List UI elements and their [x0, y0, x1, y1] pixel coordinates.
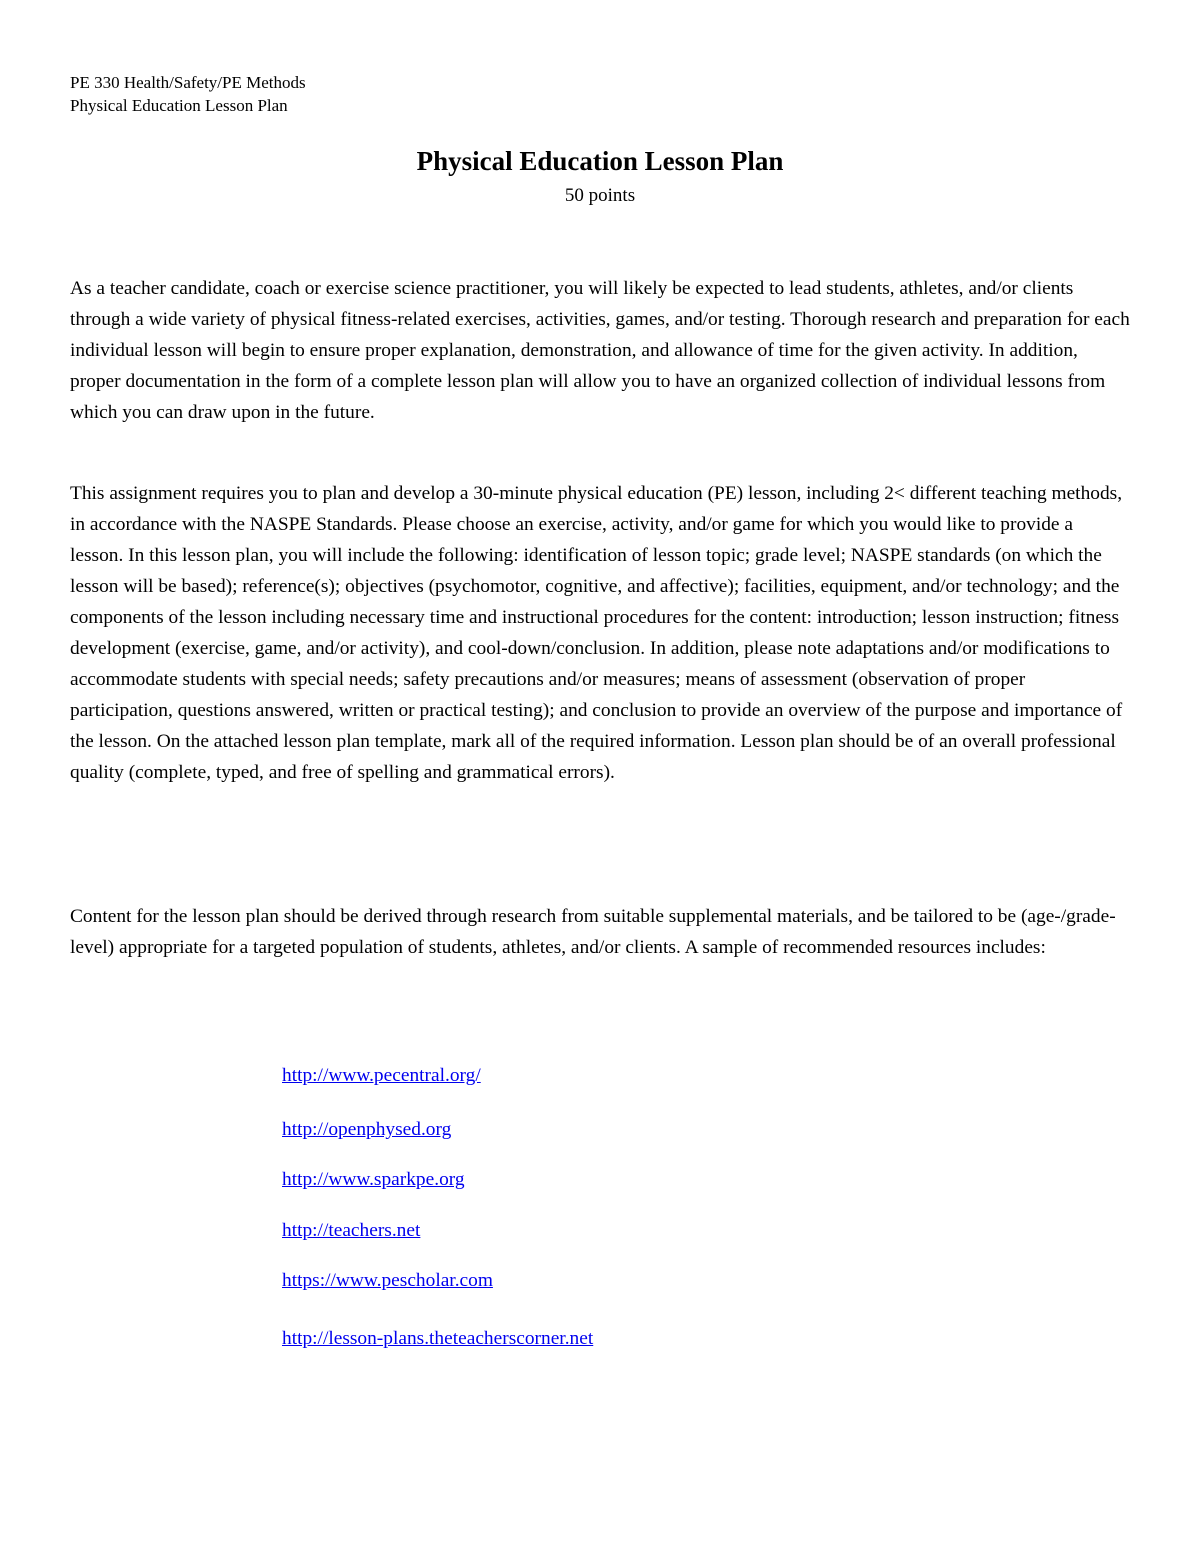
resource-link-pescholar[interactable]: https://www.pescholar.com: [282, 1270, 493, 1291]
assignment-paragraph: This assignment requires you to plan and develop a 30-minute physical education (PE) lesson, including 2< different teaching methods, in accordance with the NASPE Standards. Please choose an exercise, activity, and/or game for which you would like to provide a lesson. In this lesson plan, you will include the following: identification of lesson topic; grade level; NASPE standards (on which the lesson will be based); reference(s); objectives (psychomotor, cognitive, and affective); facilities, equipment, and/or technology; and the components of the lesson including necessary time and instructional procedures for the content: introduction; lesson instruction; fitness development (exercise, game, and/or activity), and cool-down/conclusion. In addition, please note adaptations and/or modifications to accommodate students with special needs; safety precautions and/or measures; means of assessment (observation of proper participation, questions answered, written or practical testing); and conclusion to provide an overview of the purpose and importance of the lesson. On the attached lesson plan template, mark all of the required information. Lesson plan should be of an overall professional quality (complete, typed, and free of spelling and grammatical errors).: [70, 483, 1123, 783]
page-title: Physical Education Lesson Plan: [416, 146, 784, 176]
course-header: PE 330 Health/Safety/PE Methods: [70, 73, 306, 92]
resource-link-pecentral[interactable]: http://www.pecentral.org/: [282, 1065, 481, 1086]
points-value: 50 points: [564, 185, 636, 206]
resource-link-teacherscorner[interactable]: http://lesson-plans.theteacherscorner.net: [282, 1328, 594, 1349]
resources-paragraph: Content for the lesson plan should be derived through research from suitable supplemental materials, and be tailored to be (age-/grade-level) appropriate for a targeted population of students, athletes, and/or clients. A sample of recommended resources includes:: [70, 906, 1116, 958]
resource-link-sparkpe[interactable]: http://www.sparkpe.org: [282, 1169, 465, 1190]
document-subheader: Physical Education Lesson Plan: [70, 96, 288, 115]
resource-link-teachers[interactable]: http://teachers.net: [282, 1220, 421, 1241]
intro-paragraph: As a teacher candidate, coach or exercise science practitioner, you will likely be expected to lead students, athletes, and/or clients through a wide variety of physical fitness-related exercises, activities, games, and/or testing. Thorough research and preparation for each individual lesson will begin to ensure proper explanation, demonstration, and allowance of time for the given activity. In addition, proper documentation in the form of a complete lesson plan will allow you to have an organized collection of individual lessons from which you can draw upon in the future.: [70, 278, 1130, 423]
resource-link-openphysed[interactable]: http://openphysed.org: [282, 1119, 452, 1140]
